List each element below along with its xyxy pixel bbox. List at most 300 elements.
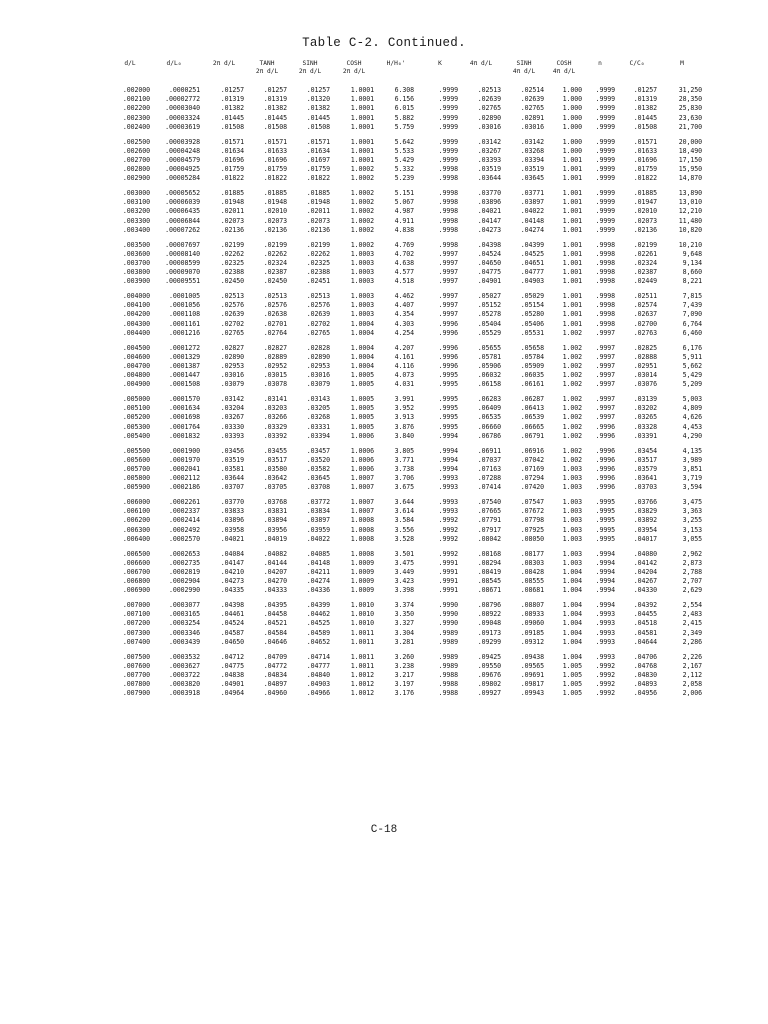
- cell: .0001447: [169, 371, 200, 380]
- cell: 1.0001: [350, 137, 374, 146]
- cell: .003800: [122, 268, 150, 277]
- cell: .02010: [633, 207, 657, 216]
- cell: .9997: [438, 277, 458, 286]
- cell: .02891: [520, 113, 544, 122]
- cell: .04267: [633, 577, 657, 586]
- cell: .04897: [263, 680, 287, 689]
- cell: .006300: [122, 525, 150, 534]
- cell: .9991: [438, 567, 458, 576]
- cell: .03581: [220, 464, 244, 473]
- cell: .02388: [306, 268, 330, 277]
- cell: .9999: [595, 155, 615, 164]
- cell: .03829: [633, 507, 657, 516]
- cell: .9999: [595, 86, 615, 94]
- cell: .9998: [438, 240, 458, 249]
- cell: 4,453: [682, 422, 702, 431]
- cell: 1.0008: [350, 516, 374, 525]
- table-row: [112, 371, 702, 380]
- cell: 2,788: [682, 567, 702, 576]
- cell: 3.644: [394, 498, 414, 506]
- cell: .0001764: [169, 422, 200, 431]
- cell: .02639: [306, 310, 330, 319]
- column-header: SINH 2π d/L: [298, 60, 322, 75]
- cell: .007000: [122, 601, 150, 609]
- cell: 5.642: [394, 137, 414, 146]
- cell: .02765: [520, 104, 544, 113]
- cell: .04525: [306, 619, 330, 628]
- cell: .9988: [438, 689, 458, 698]
- cell: .00008140: [165, 249, 200, 258]
- cell: .02765: [306, 328, 330, 337]
- cell: .01445: [263, 113, 287, 122]
- cell: .03517: [263, 455, 287, 464]
- cell: .02951: [633, 361, 657, 370]
- cell: .004600: [122, 352, 150, 361]
- cell: .0002570: [169, 534, 200, 543]
- cell: 1.004: [562, 637, 582, 646]
- cell: .9998: [438, 189, 458, 197]
- cell: .01822: [220, 174, 244, 183]
- cell: 18,490: [678, 146, 702, 155]
- cell: .01257: [306, 86, 330, 94]
- cell: 1.003: [562, 549, 582, 558]
- cell: .9997: [438, 268, 458, 277]
- cell: .05029: [520, 292, 544, 300]
- cell: .02702: [306, 319, 330, 328]
- cell: .9994: [438, 431, 458, 440]
- cell: .002200: [122, 104, 150, 113]
- cell: .07540: [477, 498, 501, 506]
- cell: .04777: [520, 268, 544, 277]
- cell: .04211: [306, 567, 330, 576]
- cell: .9993: [438, 474, 458, 483]
- cell: 7,815: [682, 292, 702, 300]
- cell: .9999: [595, 198, 615, 207]
- cell: 3,594: [682, 483, 702, 492]
- cell: .07037: [477, 455, 501, 464]
- cell: .9998: [595, 240, 615, 249]
- cell: .02576: [220, 301, 244, 310]
- cell: .9989: [438, 637, 458, 646]
- cell: .03268: [520, 146, 544, 155]
- cell: .04082: [263, 549, 287, 558]
- cell: .007900: [122, 689, 150, 698]
- cell: 2,058: [682, 680, 702, 689]
- cell: .09676: [477, 670, 501, 679]
- cell: .003600: [122, 249, 150, 258]
- cell: .02639: [220, 310, 244, 319]
- cell: 1.0005: [350, 413, 374, 422]
- cell: 1.001: [562, 165, 582, 174]
- cell: 1.0011: [350, 661, 374, 670]
- cell: 1.0006: [350, 431, 374, 440]
- cell: .04273: [220, 577, 244, 586]
- cell: .04834: [263, 670, 287, 679]
- cell: .9992: [595, 670, 615, 679]
- cell: 1.0009: [350, 567, 374, 576]
- cell: .9996: [595, 464, 615, 473]
- cell: .9994: [438, 464, 458, 473]
- table-row: [112, 689, 702, 698]
- cell: .005000: [122, 395, 150, 403]
- cell: .9999: [438, 95, 458, 104]
- cell: .09927: [477, 689, 501, 698]
- cell: 3.304: [394, 628, 414, 637]
- cell: .04021: [220, 534, 244, 543]
- cell: .005300: [122, 422, 150, 431]
- cell: .00005284: [165, 174, 200, 183]
- cell: .9999: [595, 165, 615, 174]
- cell: .002000: [122, 86, 150, 94]
- cell: 4.838: [394, 225, 414, 234]
- cell: .9997: [438, 301, 458, 310]
- cell: .03766: [633, 498, 657, 506]
- cell: 4,135: [682, 446, 702, 455]
- cell: .004700: [122, 361, 150, 370]
- cell: .0003532: [169, 652, 200, 661]
- cell: .01633: [263, 146, 287, 155]
- cell: 1.004: [562, 652, 582, 661]
- cell: 1.001: [562, 268, 582, 277]
- cell: .08042: [477, 534, 501, 543]
- cell: .006900: [122, 586, 150, 595]
- cell: 1.004: [562, 567, 582, 576]
- cell: .03645: [306, 474, 330, 483]
- cell: .005500: [122, 446, 150, 455]
- cell: .03266: [263, 413, 287, 422]
- cell: .09299: [477, 637, 501, 646]
- cell: .9997: [595, 361, 615, 370]
- cell: .9993: [438, 498, 458, 506]
- cell: 1.0001: [350, 95, 374, 104]
- cell: .02700: [633, 319, 657, 328]
- cell: .9997: [595, 371, 615, 380]
- cell: 1.004: [562, 610, 582, 619]
- cell: 5.067: [394, 198, 414, 207]
- cell: 1.002: [562, 371, 582, 380]
- cell: .03078: [263, 380, 287, 389]
- cell: .03391: [633, 431, 657, 440]
- cell: 1.0004: [350, 328, 374, 337]
- cell: 3.281: [394, 637, 414, 646]
- cell: .0000251: [169, 86, 200, 94]
- column-header: K: [438, 60, 442, 67]
- column-header: COSH 2π d/L: [342, 60, 366, 75]
- cell: 1.0005: [350, 422, 374, 431]
- cell: .01382: [263, 104, 287, 113]
- cell: 9,134: [682, 258, 702, 267]
- cell: .0001272: [169, 343, 200, 352]
- cell: 1.0012: [350, 689, 374, 698]
- cell: 1.001: [562, 207, 582, 216]
- cell: .03016: [477, 122, 501, 131]
- cell: .08177: [520, 549, 544, 558]
- row-group: [112, 189, 702, 241]
- cell: .9999: [595, 225, 615, 234]
- cell: .06287: [520, 395, 544, 403]
- cell: .0001005: [169, 292, 200, 300]
- cell: .09173: [477, 628, 501, 637]
- cell: .04893: [633, 680, 657, 689]
- cell: .02324: [263, 258, 287, 267]
- cell: .9995: [438, 395, 458, 403]
- cell: .00003928: [165, 137, 200, 146]
- table-row: [112, 447, 702, 456]
- cell: .003900: [122, 277, 150, 286]
- table-row: [112, 568, 702, 577]
- cell: .03897: [520, 198, 544, 207]
- table-row: [112, 395, 702, 404]
- cell: .00004248: [165, 146, 200, 155]
- table-row: [112, 217, 702, 226]
- cell: .07169: [520, 464, 544, 473]
- cell: .00006435: [165, 207, 200, 216]
- cell: .002700: [122, 155, 150, 164]
- table-row: [112, 550, 702, 559]
- cell: .03079: [220, 380, 244, 389]
- cell: .03582: [306, 464, 330, 473]
- cell: .01759: [633, 165, 657, 174]
- cell: .04584: [263, 628, 287, 637]
- cell: .007300: [122, 628, 150, 637]
- cell: .9991: [438, 558, 458, 567]
- cell: .00006039: [165, 198, 200, 207]
- cell: .02890: [477, 113, 501, 122]
- cell: .9999: [595, 174, 615, 183]
- cell: 1.001: [562, 155, 582, 164]
- cell: 1.001: [562, 301, 582, 310]
- cell: 3.374: [394, 601, 414, 609]
- table-row: [112, 86, 702, 95]
- cell: .05658: [520, 343, 544, 352]
- cell: 13,890: [678, 189, 702, 197]
- cell: .08419: [477, 567, 501, 576]
- cell: 4.254: [394, 328, 414, 337]
- cell: .004900: [122, 380, 150, 389]
- cell: 2,873: [682, 558, 702, 567]
- cell: .01759: [306, 165, 330, 174]
- cell: .04966: [306, 689, 330, 698]
- cell: .09802: [477, 680, 501, 689]
- table-row: [112, 535, 702, 544]
- cell: 4.987: [394, 207, 414, 216]
- cell: 1.001: [562, 310, 582, 319]
- cell: .01319: [633, 95, 657, 104]
- cell: .02136: [263, 225, 287, 234]
- cell: 1.003: [562, 525, 582, 534]
- cell: .04144: [263, 558, 287, 567]
- cell: 1.0009: [350, 577, 374, 586]
- cell: .01445: [306, 113, 330, 122]
- cell: .04147: [477, 216, 501, 225]
- cell: 1.0004: [350, 343, 374, 352]
- cell: .9999: [595, 146, 615, 155]
- cell: .006800: [122, 577, 150, 586]
- table-row: [112, 619, 702, 628]
- cell: .03579: [633, 464, 657, 473]
- cell: .003500: [122, 240, 150, 249]
- cell: .03141: [263, 395, 287, 403]
- cell: 31,250: [678, 86, 702, 94]
- cell: .00003040: [165, 104, 200, 113]
- cell: .00008599: [165, 258, 200, 267]
- cell: .09691: [520, 670, 544, 679]
- cell: 1.0001: [350, 86, 374, 94]
- cell: .9993: [595, 652, 615, 661]
- cell: .04775: [477, 268, 501, 277]
- cell: .02890: [220, 352, 244, 361]
- cell: 4,809: [682, 404, 702, 413]
- row-group: [112, 241, 702, 293]
- cell: .9989: [438, 628, 458, 637]
- cell: .0002735: [169, 558, 200, 567]
- cell: .02073: [306, 216, 330, 225]
- cell: .01319: [263, 95, 287, 104]
- cell: .02199: [220, 240, 244, 249]
- cell: 3.176: [394, 689, 414, 698]
- cell: 1.0008: [350, 525, 374, 534]
- cell: .03203: [263, 404, 287, 413]
- cell: 2,415: [682, 619, 702, 628]
- cell: .02325: [220, 258, 244, 267]
- cell: 5.429: [394, 155, 414, 164]
- cell: .02199: [306, 240, 330, 249]
- cell: 4.911: [394, 216, 414, 225]
- cell: 1.0002: [350, 189, 374, 197]
- cell: .9995: [438, 380, 458, 389]
- table-row: [112, 310, 702, 319]
- table-row: [112, 465, 702, 474]
- cell: .9998: [595, 319, 615, 328]
- cell: .005100: [122, 404, 150, 413]
- cell: 8,221: [682, 277, 702, 286]
- cell: .007800: [122, 680, 150, 689]
- table-row: [112, 198, 702, 207]
- column-header: H/H₀': [386, 60, 406, 67]
- cell: .09550: [477, 661, 501, 670]
- cell: .02325: [306, 258, 330, 267]
- cell: 11,480: [678, 216, 702, 225]
- cell: .04709: [263, 652, 287, 661]
- table-body: [112, 86, 702, 704]
- cell: 5,209: [682, 380, 702, 389]
- cell: .03079: [306, 380, 330, 389]
- cell: .02199: [633, 240, 657, 249]
- table-row: [112, 362, 702, 371]
- cell: .06665: [520, 422, 544, 431]
- cell: .9994: [438, 446, 458, 455]
- cell: .04714: [306, 652, 330, 661]
- cell: .02765: [477, 104, 501, 113]
- cell: .07665: [477, 507, 501, 516]
- cell: 1.0008: [350, 534, 374, 543]
- cell: 4,290: [682, 431, 702, 440]
- table-row: [112, 259, 702, 268]
- cell: .03833: [220, 507, 244, 516]
- cell: 1.003: [562, 464, 582, 473]
- cell: .03954: [633, 525, 657, 534]
- cell: .03831: [263, 507, 287, 516]
- cell: .04651: [520, 258, 544, 267]
- cell: .02262: [306, 249, 330, 258]
- cell: .05906: [477, 361, 501, 370]
- cell: .9998: [438, 225, 458, 234]
- cell: 1.0003: [350, 310, 374, 319]
- cell: .9998: [438, 174, 458, 183]
- cell: .007100: [122, 610, 150, 619]
- cell: .04838: [220, 670, 244, 679]
- cell: .006400: [122, 534, 150, 543]
- cell: .9992: [438, 534, 458, 543]
- cell: .03393: [220, 431, 244, 440]
- cell: 3.350: [394, 610, 414, 619]
- cell: .04901: [477, 277, 501, 286]
- cell: .9997: [595, 343, 615, 352]
- cell: .9988: [438, 670, 458, 679]
- cell: .05280: [520, 310, 544, 319]
- cell: 7,439: [682, 301, 702, 310]
- cell: 1.001: [562, 292, 582, 300]
- cell: 1.001: [562, 249, 582, 258]
- row-group: [112, 292, 702, 344]
- cell: 4.577: [394, 268, 414, 277]
- cell: .04148: [306, 558, 330, 567]
- cell: .9995: [438, 404, 458, 413]
- cell: .9995: [595, 525, 615, 534]
- cell: 1.0001: [350, 155, 374, 164]
- cell: .9997: [438, 310, 458, 319]
- cell: 3.805: [394, 446, 414, 455]
- table-row: [112, 638, 702, 647]
- cell: .0002492: [169, 525, 200, 534]
- cell: .03016: [220, 371, 244, 380]
- cell: .01885: [633, 189, 657, 197]
- cell: .07791: [477, 516, 501, 525]
- cell: 4.769: [394, 240, 414, 249]
- cell: .9992: [595, 689, 615, 698]
- cell: .01948: [220, 198, 244, 207]
- cell: .04644: [633, 637, 657, 646]
- cell: .08303: [520, 558, 544, 567]
- cell: 3,475: [682, 498, 702, 506]
- table-row: [112, 380, 702, 389]
- cell: 1.0009: [350, 586, 374, 595]
- cell: .04706: [633, 652, 657, 661]
- cell: .9994: [595, 558, 615, 567]
- cell: .01822: [263, 174, 287, 183]
- cell: .02450: [263, 277, 287, 286]
- cell: .02073: [263, 216, 287, 225]
- cell: .07163: [477, 464, 501, 473]
- cell: .9995: [438, 422, 458, 431]
- cell: .04461: [220, 610, 244, 619]
- cell: 3,719: [682, 474, 702, 483]
- cell: .01696: [263, 155, 287, 164]
- column-header: 4π d/L: [469, 60, 493, 67]
- cell: .04017: [633, 534, 657, 543]
- cell: .03015: [263, 371, 287, 380]
- cell: 1.000: [562, 146, 582, 155]
- cell: .007200: [122, 619, 150, 628]
- cell: .05784: [520, 352, 544, 361]
- cell: 1.0003: [350, 292, 374, 300]
- cell: .9996: [438, 352, 458, 361]
- cell: 6.156: [394, 95, 414, 104]
- cell: 4.702: [394, 249, 414, 258]
- cell: 1.003: [562, 558, 582, 567]
- cell: .0002337: [169, 507, 200, 516]
- cell: .9996: [595, 474, 615, 483]
